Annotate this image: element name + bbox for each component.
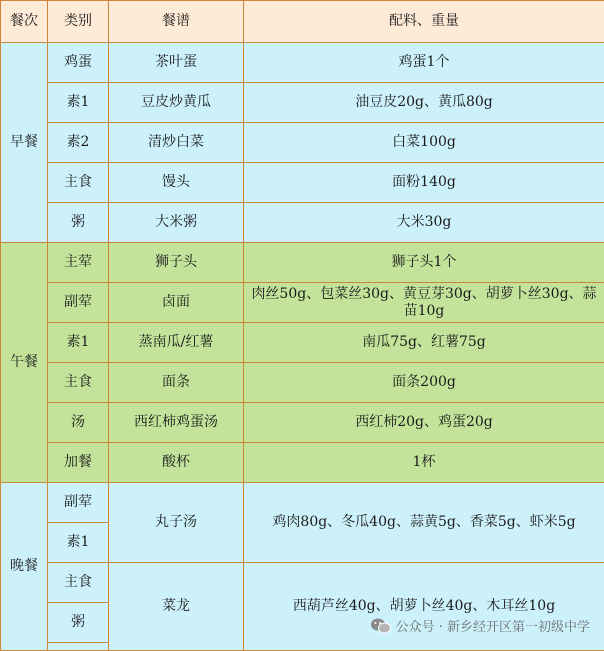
category-cell-partial [48,643,109,651]
ingredients-cell: 南瓜75g、红薯75g [244,323,604,363]
category-cell: 主食 [48,363,109,403]
table-row [1,403,604,443]
header-category: 类别 [48,1,109,43]
table-row [1,203,604,243]
category-cell: 素2 [48,123,109,163]
header-meal: 餐次 [1,1,48,43]
dish-cell: 卤面 [109,283,244,323]
ingredients-cell: 狮子头1个 [244,243,604,283]
dish-cell: 豆皮炒黄瓜 [109,83,244,123]
table-row [1,323,604,363]
category-cell: 鸡蛋 [48,43,109,83]
ingredients-cell: 1杯 [244,443,604,483]
category-cell: 加餐 [48,443,109,483]
category-cell: 汤 [48,403,109,443]
table-row [1,283,604,323]
table-row [1,123,604,163]
watermark-text: 公众号 · 新乡经开区第一初级中学 [396,616,590,635]
table-row [1,563,604,603]
meal-dinner: 晚餐 [1,483,48,651]
table-row [1,363,604,403]
category-cell: 副荤 [48,283,109,323]
ingredients-cell: 面粉140g [244,163,604,203]
ingredients-cell: 鸡蛋1个 [244,43,604,83]
table-row [1,163,604,203]
category-cell: 素1 [48,83,109,123]
ingredients-cell: 西葫芦丝40g、胡萝卜丝40g、木耳丝10g [244,563,604,651]
table-row [1,443,604,483]
category-cell: 素1 [48,523,109,563]
dish-cell: 丸子汤 [109,483,244,563]
category-cell: 主食 [48,163,109,203]
meal-lunch: 午餐 [1,243,48,483]
ingredients-cell: 西红柿20g、鸡蛋20g [244,403,604,443]
ingredients-cell: 油豆皮20g、黄瓜80g [244,83,604,123]
dish-cell: 酸杯 [109,443,244,483]
dish-cell: 菜龙 [109,563,244,651]
ingredients-cell: 面条200g [244,363,604,403]
category-cell: 主食 [48,563,109,603]
table-row [1,43,604,83]
watermark [370,616,590,635]
dish-cell: 狮子头 [109,243,244,283]
header-ingredients: 配料、重量 [244,1,604,43]
table-row [1,483,604,523]
category-cell: 粥 [48,603,109,643]
dish-cell: 大米粥 [109,203,244,243]
table-row [1,83,604,123]
dish-cell: 茶叶蛋 [109,43,244,83]
dish-cell: 馒头 [109,163,244,203]
dish-cell: 面条 [109,363,244,403]
category-cell: 素1 [48,323,109,363]
dish-cell: 清炒白菜 [109,123,244,163]
category-cell: 主荤 [48,243,109,283]
header-row [1,1,604,43]
ingredients-cell: 肉丝50g、包菜丝30g、黄豆芽30g、胡萝卜丝30g、蒜苗10g [244,283,604,323]
meal-breakfast: 早餐 [1,43,48,243]
ingredients-cell: 白菜100g [244,123,604,163]
ingredients-cell: 鸡肉80g、冬瓜40g、蒜黄5g、香菜5g、虾米5g [244,483,604,563]
table-row [1,243,604,283]
dish-cell: 西红柿鸡蛋汤 [109,403,244,443]
header-dish: 餐谱 [109,1,244,43]
wechat-icon [370,617,392,635]
category-cell: 粥 [48,203,109,243]
category-cell: 副荤 [48,483,109,523]
dish-cell: 蒸南瓜/红薯 [109,323,244,363]
ingredients-cell: 大米30g [244,203,604,243]
